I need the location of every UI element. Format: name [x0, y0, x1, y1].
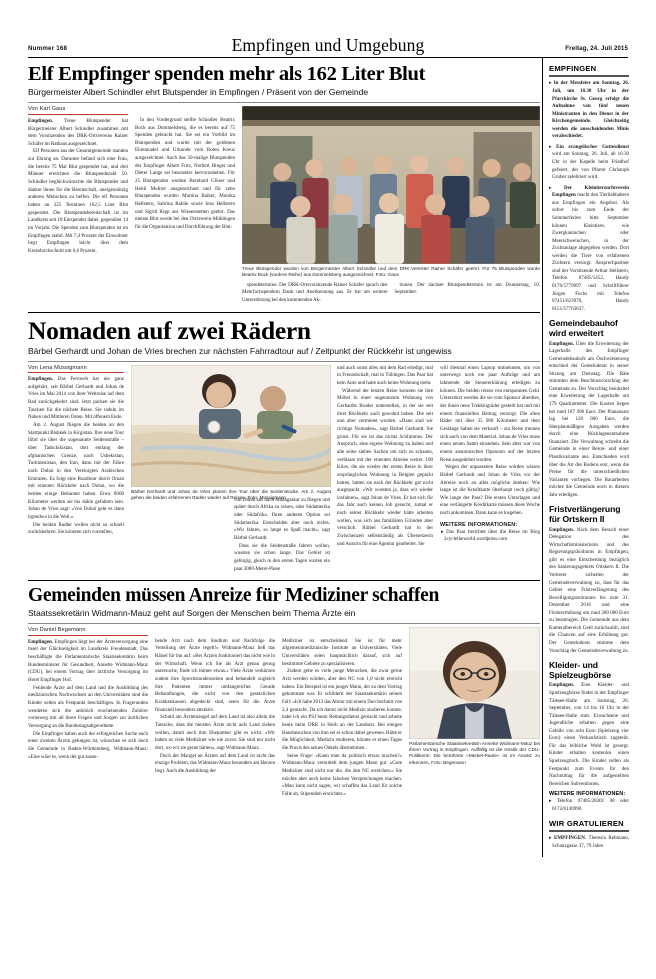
issue-number: Nummer 168: [28, 45, 68, 53]
photo-blood-donors: [242, 106, 540, 264]
notice-item: ▸ Der Kleintierzuchtverein Empfingen macht den Tierliebhabern aus Empfingen ein Angebot. Als sofort bis zum Ende der Sommerferien bitte September können Kleintiere, wie Zwergkaninchen oder Meerschweinchen, in der Zuchtanlage abgegeben werden. Dort werden die Tiere von erfahrenen Züchtern versorgt. Ansprechpartner sind der Vorsitzende Arthur Hellstern, Telefon 07485/1452, Handy 0170/5779997 und Schriftführer Jürgen Fuchs mit Telefon 07451/623976, Handy 0151/57763637.: [549, 184, 629, 312]
photo-cyclists-map: [131, 365, 331, 487]
sidebar-heading: EMPFINGEN: [549, 64, 597, 74]
section-divider-2: [28, 580, 540, 581]
sidebar-story-heading: Fristverlängerung für Ortskern II: [549, 504, 621, 524]
article-headline: Elf Empfinger spenden mehr als 162 Liter Blut: [28, 63, 426, 86]
column-2: hende Arzt nach dem Studium und Nachfolge die Verteilung der Ärzte regelt!» Widmann-Mauz ließ das Rätsel für ihn auf: «Bei Ärzten funktioniert das nicht wie in der Wirtschaft. Wenn ich Sie als Arzt genau genug untersuche, finde ich immer etwas.» Viele Ärzte verkürzen zudem ihre Sprechstundenzeiten und behandelt zugleich ihre Patienten immer umfangreicher. Gerade Behandlungen, die nicht von den gesetzlichen Krankenkassen abgedeckt sind, seien für die Ärzte finanziell besonders attraktiv. Schuld am Ärztemangel auf dem Land ist also allein die Tatsache, dass die meisten Ärzte nicht aufs Land ziehen wollen, damit auch ihre Ehepartner gibt es nicht. «Wir haben so viele Mediziner wie nie zuvor. Sie sind nur nicht dort, wo wir sie gerne hätten», sagt Widmann-Mauz. Doch der Mangel an Ärzten auf dem Land ist nicht das einzige Problem, das Widmann-Mauz besonders am Herzen liegt. Auch die Ausbildung der: [155, 637, 275, 774]
sidebar-story-heading: Gemeindebauhof wird erweitert: [549, 318, 618, 338]
sidebar-section-empfingen: [549, 64, 629, 313]
sidebar-story-frist: [549, 505, 629, 655]
column-4: tionen. Der nächste Blutspendetermin ist am Donnerstag, 10. September.: [394, 281, 540, 296]
notice-item: ▸ Ein evangelischer Gottesdienst wird am Sonntag, 26. Juli, ab 10.30 Uhr in der Kapelle beim Friedhof gefeiert, der von Pfarrer Christoph Gruber zelebriert wird.: [549, 143, 629, 181]
sidebar-story-boerse: [549, 661, 629, 813]
article-mediziner: [28, 586, 540, 798]
byline: Von Lena Müssigmann: [28, 364, 87, 371]
column-3: Mediziner ist entscheidend. Sie ist für mehr allgemeinmedizinische Institute an Universitäten. Viele Universitäten seien hauptsächlich darauf, sich auf bestimmte Gebiete zu spezialisieren. Zudem gebe es viele junge Menschen, die zwar gerne Arzt werden würden, aber den NC von 1,0 nicht erreicht haben. Ein Beispiel ist ein junger Mann, der zu dem Vortrag gekommen war. Er schilderit der Staatssekretärin seinen Fall: «Ich habe 2012 das Abitur mit einem Durchschnitt von 2,4 gemacht. Da ich damit nicht Medizin studieren konnte, habe ich ein PSJ beim Rettungsdienst gemacht und arbeite heute beim DRK in Horb an der Landarzt. Bei einigen Hausbesuchen von ihm sei er schon dabei gewesen. Hätte er die Möglichkeit, Medizin studieren, könnte er einen Tages die Praxis des seines Onkels übernehmen. Seine Frage: «Kann man da politisch etwas machen?» Widmann-Mauz vermittelt dem jungen Mann gut. «Gute Mediziner sind nicht nur die, die den NC erreichen.» Sie möchte aber auch keine falschen Versprechungen machen. «Man kann nicht sagen, wir schaffen das Land für solche Fälle ab, Stipendien einrichtet.»: [282, 637, 402, 797]
article-subhead: Bürgermeister Albert Schindler ehrt Blutspender in Empfingen / Präsent von der Gemeinde: [28, 87, 369, 98]
article-photo: [242, 106, 540, 264]
byline-rule: [28, 114, 128, 115]
bullet-icon: ▸: [549, 798, 557, 805]
bullet-icon: ▸: [549, 80, 554, 87]
byline: Von Karl Gaus: [28, 106, 66, 113]
column-1: Von Lena Müssigmann Empfingen. Das Fernweh hat nie ganz aufgehört, seit Bärbel Gerhardt und Johan de Vries im Mai 2014 von ihrer Weltreise auf dem Rad zurückgekehrt sind. Jetzt packen sie die Taschen für die nächste Reise. Sie radeln im Nahen und Mittleren Osten. Mit offenem Ende. Am 2. August fliegen die beiden an den Startpunkt Bishkek in Kirgistan. Ihre neue Tour führt sie über die sogenannte Seidenstraße – über Tadschikistan, dort entlang der afghanischen Grenze, nach Usbekistan, Turkmenistan, den Iran, dann mit der Fähre nach Dubai in den Vereinigten Arabischen Emiraten. Es folgt eine Rundtour durch Oman mit erneuter Rückkehr nach Dubai, wo die beiden einige Bekannte haben. Etwa 8000 Kilometer werden sie bis dahin gefahren sein. Johan de Vries sagt: «Von Dubai geht es dann irgendwo in die Welt.» Die beiden Radler wollen nicht so schnell zurückkehren. Sie könnten sich vorstellen,: [28, 364, 124, 536]
sidebar-story-body: Empfingen. Über die Erweiterung der Lagerhalle des Empfinger Gemeindebauhofs am Öschwiesenweg entschied der Gemeinderat in seiner Sitzung am Dienstag. Die Räte stimmten dem Beschlussvorschlag der Gemeinde zu. Der Vorschlag beinhaltet eine Erweiterung der Lagerhalle um 179 Quadratmeter. Die Kosten liegen bei rund 187 306 Euro. Der Planansatz lag bei 120 000 Euro, die überplanmäßigen Ausgaben werden durch eine Rücklagenentnahme finanziert. Die Verwaltung schreibt die Gemeinde in einer Beton- und einer Plastikvariante aus. Entschieden wird über die Art des Bodens erst, wenn die Preise für die unterschiedlichen Varianten vorliegen. Die Bauarbeiten möchte die Gemeinde noch in diesem Jahr erledigen.: [549, 340, 629, 498]
column-5: will diesmal einen Laptop mitnehmen, um von unterwegs noch ein paar Aufträge und am lahmende die Steuererklärung erledigen zu können. Die beiden reisen von entspannten Geld. Unterstützt werden die sie vom Sponsor überdies, der ihnen neue Trekkingräder gestellt hat und mit einem finanziellen Beitrag versorgt. Die alten Räder mit über 35 000 Kilometer und dem Gestänge haben sie verkauft – zur Reise trennen sich auch von dem Material. Johan de Vries muss einen neuen Sattel einstehen. Sein alter war von einem anatomischen Opossum auf der letzten Reise ausgedehnt worden. Wegen der unpassenen Reise würden wissen Bärbel Gerhardt und Johan de Vries vor der Abreise noch an alles mögliche denken: Wie lange ist die Kreditkarte überhaupt noch gültig? Wie lange der Pass? Die ersten Unterlagen und eine verlängerte Kreditkarte müssen diese Woche noch ankommen. Dann kann es losgehen. WEITERE INFORMATIONEN: ▸ Das Paar berichtet über die Reise im Blog 2cycletheworld.wordpress.com: [440, 364, 541, 543]
column-4-photo: [409, 627, 540, 798]
main-content: [28, 58, 540, 856]
byline-rule: [28, 372, 124, 373]
bullet-icon: ▸: [549, 835, 555, 842]
further-info-heading: WEITERE INFORMATIONEN:: [440, 521, 518, 528]
article-columns: [28, 365, 540, 574]
column-1: [28, 106, 128, 304]
article-columns: [28, 106, 540, 304]
column-photo-wrap: [242, 106, 540, 304]
section-divider-1: [28, 312, 540, 313]
column-3: spendetermine. Der DRK-Ortsvorsitzende Rainer Schäfer sprach den Mehrfachspendern Dank und Anerkennung aus. Er bat um weitere Unterstützung bei den kommenden Ak-: [242, 281, 388, 303]
photo-sub-columns: [242, 282, 540, 305]
article-subhead: Bärbel Gerhardt und Johan de Vries brechen zur nächsten Fahrradtour auf / Zeitpunkt der Rückkehr ist ungewiss: [28, 345, 452, 356]
photo-caption: Treue Blutspender wurden von Bürgermeister Albert Schindler und dem DRK-Vertreter Rainer Schäfer geehrt. Für 75 Blutspenden wurde Beatrix Bock (vordere Reihe) aus Dommelsberg ausgezeichnet. Foto: Gaus: [242, 266, 540, 278]
further-info-item: ▸ Das Paar berichtet über die Reise im Blog 2cycletheworld.wordpress.com: [441, 528, 541, 543]
article-nomaden: [28, 315, 541, 574]
bullet-icon: ▸: [549, 184, 565, 191]
article-columns: [28, 627, 540, 798]
sidebar-section-gratulieren: [549, 819, 629, 850]
sidebar-story-body: Empfingen. Nach dem Besuch einer Delegation des Wirtschaftsministeriums und des Regierungspräsidiums in Empfingen, gibt es eine Entscheidung bezüglich des Sanierungsgebiets Ortskern II. Die Vertreter sicherten der Gemeindeverwaltung zu, dass für das Gebiet eine Fristverlängerung des Bewilligungszeitraums bis zum 31. Dezember 2016 und eine Fördererhöhung um rund 300 000 Euro zu beantragen. Die Gemeinde aus dem Kameralbereich Geld zurückzahlt, sind die Chancen auf eine Erhöhung gut. Der Gemeinderat stimmte dem Vorschlag der Gemeindeverwaltung zu.: [549, 526, 629, 654]
masthead: [28, 0, 628, 58]
column-4: und auch sonst alles mit dem Rad erledigt, mal in Freundschaft, mal in Tübingen. Das Paar hat kein Auto und hatte auch keine Wohnung mehr. Während der letzten Reise konnten sie ihre Möbel in einer ungenutzten Wohnung von Gerhardts Bruder unterstellen, in der sie seit ihrer Rückkehr auch gewohnt haben. Die seit nun aber vermietet worden. «Dann sind wir richtige Nomaden», sagt Bärbel Gerhardt. Sie grinst. Für sie ist das nichts Schlimmes. Der Anspruch, eine eigene Wohnung zu haben und alle seine sieben Sachen um sich zu schauen, verblasst mit der erneuten Abreise weiter. 100 Kilos, die sie wieder der ersten Reise in ihrer ursprünglichen Wohnung in Belgien gepackt hatten, hatten sie nach der Rückkehr gar nicht ausgepackt. «Wir wussten ja, dass wir wieder losfahren», sagt Johan de Vries. Er hat sich für das Jahr auch keinen Job gesucht, zumal er nach seiner Rückkehr wieder hätte arbeiten wollen, was sich aus familiären Gründen aber verschob. Bärbel Gerhardt hat in der Zwischenzeit selbstständig als Übersetzerin und Autorin für eine Agentur gearbeitet. Sie: [337, 364, 433, 547]
heading-rule: [549, 830, 629, 832]
column-2-text: In den Vordergrund stellte Schindler Beatrix Bock aus Dommelsberg, die es bereits auf 75 Spenden gebracht hat. Sie sei ein Vorbild im Blutspenden und wurde mit der goldenen Ehrennadel und Urkunde vom Roten Kreuz ausgezeichnet. Auch das 50-malige Blutspenden der Empfinger Albert Fritz, Norbert Hinger und Dieter Lange sei besonders hervorzuheben. Für 25 Blutspenden wurden Bernhard Glöser und Heidi Molitor ausgezeichnet und für zehn Blutspenden wurden Martina Baiker, Monika Hellstern, Sabrina Rabile sowie Jens Hellstern und Sigrid Kipp aus Wiesenstetten geehrt. Das meiste Blut werde bei den Ortsverein-Mühlingen für die Organisation und Durchführung der Blut-: [135, 116, 235, 231]
column-3: von Dubai aus nach Madagaskar zu fliegen und später durch Afrika zu reisen, oder Südamerika oder Südafrika. Ihren anderen Option sei Südamerika. Entscheiden aber noch nichts. «Wir fahren, so lange es Spaß macht», sagt Bärbel Gerhardt. Dass sie die Seidenstraße fahren wollen, wussten sie schon lange. Das Gebiet ist gebirgig, gleich in den ersten Tagen warten ein paar 3000-Meter-Pässe: [234, 496, 330, 572]
sidebar-story-body: Empfingen. Eine Kleider- und Spielzeugbörse findet in der Empfinger Tälesee-Halle am Samstag, 26. September, von 14 bis 16 Uhr in der Tälesee-Halle statt. Erwachsene und Jugendliche erhalten gegen eine Gebühr von acht Euro (Spielzeug vier Euro) einen Verkaufstisch zugeteilt. Für das leibliche Wohl ist gesorgt. Kinder erhalten kostenlos einen Spielzeugtisch. Die Kinder sollen als Festpunkt zum Events für den Nachmittag für die aufgestellten Bereichen Subventionen.: [549, 682, 629, 787]
photo-caption: Bärbel Gerhardt und Johan de Vries planen ihre Tour über die Seidenstraße. Am 2. August gehen die beiden erfahrenen Radler wieder auf Reisen. Foto: Müssigmann: [131, 488, 331, 500]
further-info-item: ▸ Telefon 07485/28301 48 oder 0172/6140990.: [549, 798, 629, 812]
article-blutspende: [28, 64, 540, 304]
article-subhead: Staatssekretärin Widmann-Mauz geht auf Sorgen der Menschen beim Thema Ärzte ein: [28, 608, 356, 619]
publication-date: Freitag, 24. Juli 2015: [565, 45, 628, 53]
page-title: Empfingen und Umgebung: [231, 35, 425, 55]
article-headline: Gemeinden müssen Anreize für Mediziner schaffen: [28, 585, 440, 607]
divider: [28, 623, 540, 624]
column-1: Von Daniel Begemann Empfingen. Empfingen liegt bei der Ärzteversorgung eine Insel der Glückseligkeit im Landkreis Freudenstadt. Das beschäftigte die Parlamentarische Staatssekretärin beim Bundesminister für Gesundheit, Annette Widmann-Mauz (CDU), bei einem Vortrag über ärztliche Versorgung im Hotel Empfinger Hof. Fehlende Ärzte auf dem Land und die Ausbildung des medizinischen Nachwuchses an den Universitäten sind die Kinder sollen als Festpunkt beschäftigen. In Fragerunden wendeten sich die anhörich erscheinenden Zuhörer vorneweg mit all ihren Fragen und Sorgen zur ärztlichen Versorgung an die Bundestagsabgeordnete. Die Empfinger haben auch der erfolgreichen Suche nach einer zweiten Ärztin gelungen ist, wünschen es sich doch die Gemeinde in Baden-Württemberg. Widmann-Mauz: «Eine wäre es, wenn der gut ausse-: [28, 627, 148, 760]
sidebar-story-bauhof: [549, 319, 629, 499]
sidebar-story-heading: Kleider- und Spielzeugbörse: [549, 660, 612, 680]
byline-rule: [28, 635, 148, 636]
page-body: [28, 58, 628, 856]
bullet-icon: ▸: [441, 528, 447, 535]
heading-rule: [549, 75, 629, 77]
divider: [28, 361, 540, 362]
article-photo: [409, 627, 540, 739]
article-photo: [131, 365, 331, 487]
byline: Von Daniel Begemann: [28, 627, 86, 634]
column-2: [135, 106, 235, 304]
congrats-item: ▸ EMPFINGEN. Theresia Rebmann, Schanzgasse 37, 79 Jahre.: [549, 835, 629, 849]
divider: [28, 102, 540, 103]
column-1-text: Empfingen. Treue Blutspender hat Bürgermeister Albert Schindler zusammen mit dem Vorsitzenden des DRK-Ortsvereins Rainer Schäfer im Rathaus ausgezeichnet. Elf Personen aus der Gesamtgemeinde standen zur Ehrung an. Darunter befand sich eine Frau, die bereits 75 Mal Blut gespendet hat, und drei Männer erreichten die Blutspendezahl 50. Schindler beglückwünschte die Blutspender und dankte ihnen für die Bereitschaft, uneigennützig anderen Menschen zu helfen. Die elf Personen haben an 325 Terminen 162,5 Liter Blut gespendet. Die Blutspendebereitschaft ist im Landkreis seit 18 Entspender dabei, gegenüber 14 im Vorjahr. Die Spenden zum Blutspenden ist im Empfingen stabil. Mit 7,4 Prozent der Einwohner liegt Empfingen leicht über dem Kreisdurchschnitt mit 6,6 Prozent.: [28, 117, 128, 255]
sidebar: [542, 58, 629, 856]
further-info-heading: WEITERE INFORMATIONEN:: [549, 791, 626, 798]
photo-caption: Parlamentarische Staatssekretärin Annette Widmann-Mauz bei ihrem Vortrag in Empfingen. Auffällig ist die Gestik der CDU-Politikerin: Die berühmte «Merkel-Raute» ist im Ansatz zu erkennen. Foto: Begemann: [409, 741, 540, 765]
article-headline: Nomaden auf zwei Rädern: [28, 315, 311, 345]
photo-widmann-mauz: [409, 627, 540, 739]
bullet-icon: ▸: [549, 143, 557, 150]
notice-item: ▸ In der Messfeier am Sonntag, 26. Juli, um 10.30 Uhr in der Pfarrkirche St. Georg erfolgt die Aufnahme von fünf neuen Ministranten in den Dienst in der Kirchengemeinde. Gleichzeitig werden die ausscheidenden Minis verabschiedet.: [549, 80, 630, 140]
sidebar-heading: WIR GRATULIEREN: [549, 819, 624, 829]
